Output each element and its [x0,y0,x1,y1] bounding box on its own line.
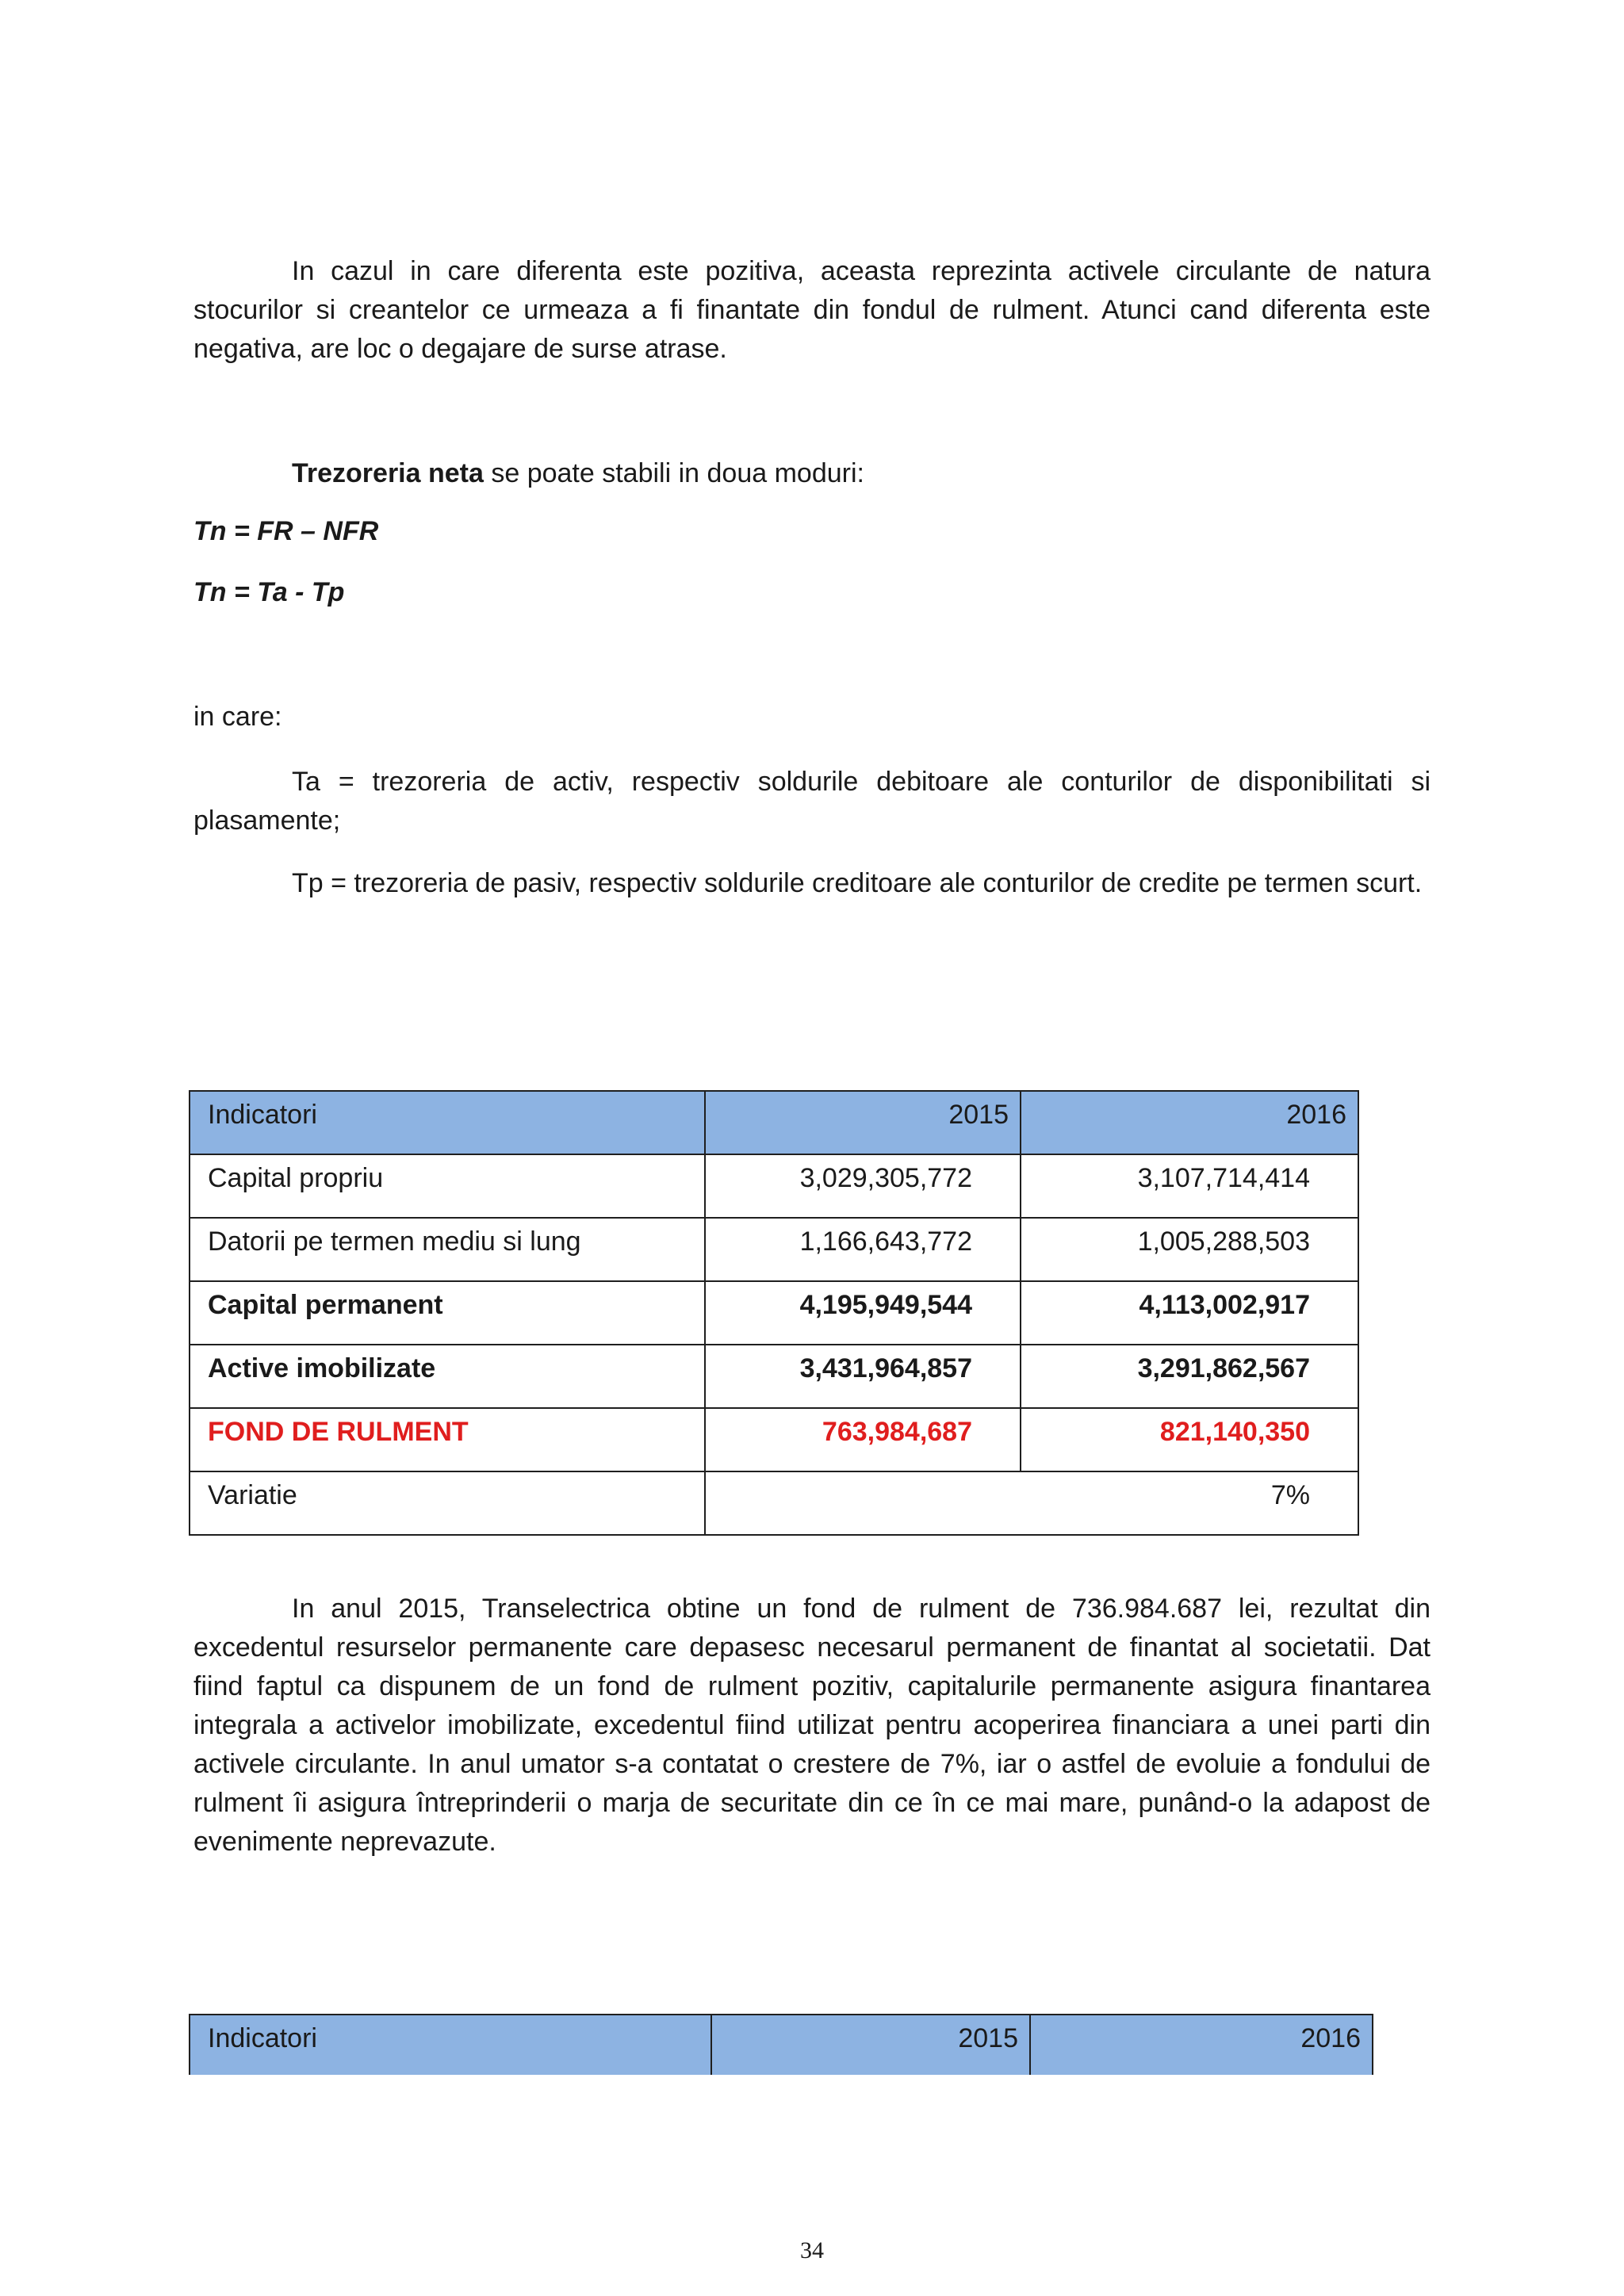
row-value-2015: 763,984,687 [705,1408,1021,1471]
in-care-label: in care: [193,702,282,732]
paragraph-net-treasury [193,454,1431,493]
formula-tn-fr-nfr: Tn = FR – NFR [193,516,379,546]
table-row-fond-de-rulment [190,1408,1358,1471]
paragraph-ta-definition: Ta = trezoreria de activ, respectiv soldurile debitoare ale conturilor de disponibilitati si plasamente; [193,767,1431,836]
header-2015: 2015 [705,1091,1021,1154]
paragraph-tp-definition: Tp = trezoreria de pasiv, respectiv soldurile creditoare ale conturilor de credite pe termen scurt. [292,868,1423,898]
paragraph-positive-difference: In cazul in care diferenta este pozitiva, aceasta reprezinta activele circulante de natura stocurilor si creantelor ce urmeaza a fi finantate din fondul de rulment. Atunci cand diferenta este negativa, are loc o degajare de surse atrase. [193,256,1431,364]
row-label: Datorii pe termen mediu si lung [190,1218,705,1281]
row-value-2016: 3,291,862,567 [1021,1345,1358,1408]
table-row [190,1281,1358,1345]
formula-tn-ta-tp: Tn = Ta - Tp [193,577,345,607]
net-treasury-text: se poate stabili in doua moduri: [483,458,864,488]
variation-value: 7% [705,1471,1358,1535]
table-header-row [190,2015,1373,2075]
table-row [190,1154,1358,1218]
row-value-2015: 3,431,964,857 [705,1345,1021,1408]
table-header-row [190,1091,1358,1154]
row-value-2015: 1,166,643,772 [705,1218,1021,1281]
working-capital-table [189,1090,1359,1536]
table-row-variatie [190,1471,1358,1535]
row-value-2016: 3,107,714,414 [1021,1154,1358,1218]
row-label: Active imobilizate [190,1345,705,1408]
row-value-2015: 3,029,305,772 [705,1154,1021,1218]
header-2015: 2015 [711,2015,1030,2075]
row-value-2016: 1,005,288,503 [1021,1218,1358,1281]
row-value-2016: 4,113,002,917 [1021,1281,1358,1345]
row-value-2015: 4,195,949,544 [705,1281,1021,1345]
header-indicatori: Indicatori [190,2015,711,2075]
header-indicatori: Indicatori [190,1091,705,1154]
row-label: Capital propriu [190,1154,705,1218]
table-row [190,1218,1358,1281]
page-number: 34 [800,2237,824,2263]
treasury-table [189,2014,1373,2075]
row-label: FOND DE RULMENT [190,1408,705,1471]
header-2016: 2016 [1030,2015,1373,2075]
variation-label: Variatie [190,1471,705,1535]
term-trezoreria-neta: Trezoreria neta [292,458,484,488]
paragraph-analysis: In anul 2015, Transelectrica obtine un fond de rulment de 736.984.687 lei, rezultat din excedentul resurselor permanente care depasesc necesarul permanent de finantat al societatii. Dat fiind faptul ca dispunem de un fond de rulment pozitiv, capitalurile permanente asigura finantarea integrala a activelor imobilizate, excedentul fiind utilizat pentru acoperirea financiara a unei parti din activele circulante. In anul umator s-a contatat o crestere de 7%, iar o astfel de evoluie a fondului de rulment îi asigura întreprinderii o marja de securitate din ce în ce mai mare, punând-o la adapost de evenimente neprevazute. [193,1594,1431,1857]
table-row [190,1345,1358,1408]
row-label: Capital permanent [190,1281,705,1345]
header-2016: 2016 [1021,1091,1358,1154]
row-value-2016: 821,140,350 [1021,1408,1358,1471]
